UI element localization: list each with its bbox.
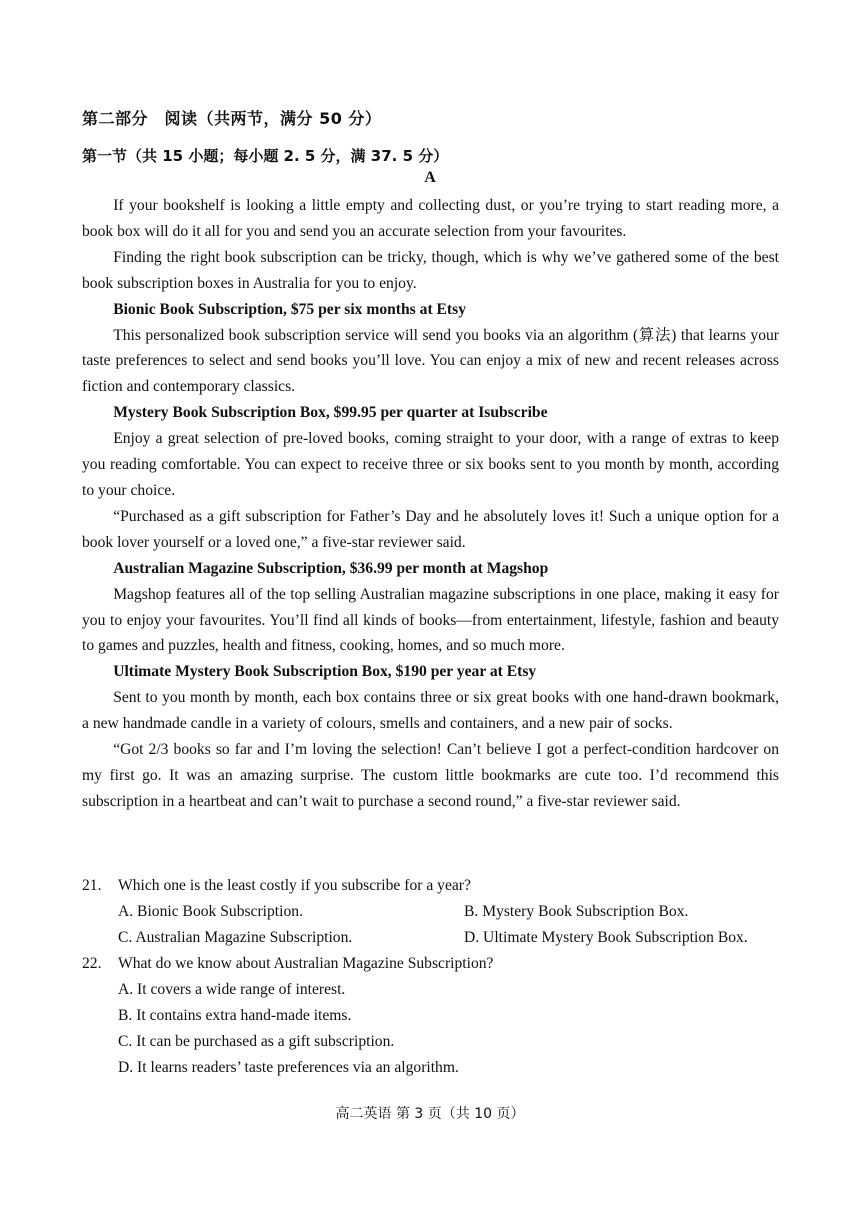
option-a: A. It covers a wide range of interest. <box>118 981 346 998</box>
question-stem: What do we know about Australian Magazine Subscription? <box>118 955 494 972</box>
question-list <box>82 873 779 1081</box>
option-d: D. It learns readers’ taste preferences via an algorithm. <box>118 1059 459 1076</box>
page-footer: 高二英语 第 3 页（共 10 页） <box>335 1106 525 1122</box>
option-c: C. Australian Magazine Subscription. <box>118 929 353 946</box>
option-b: B. It contains extra hand-made items. <box>118 1007 352 1024</box>
passage-body <box>82 193 779 815</box>
item-title: Mystery Book Subscription Box, $99.95 per quarter at Isubscribe <box>113 404 548 422</box>
option-b: B. Mystery Book Subscription Box. <box>464 903 689 920</box>
item-title: Bionic Book Subscription, $75 per six months at Etsy <box>113 300 466 318</box>
question-21 <box>82 873 779 899</box>
item-text: Enjoy a great selection of pre-loved books, coming straight to your door, with a range of extras to keep you reading comfortable. You can expect to receive three or six books sent to you month by month, according to your choice. <box>82 430 779 499</box>
question-22 <box>82 951 779 977</box>
item-text: Magshop features all of the top selling Australian magazine subscriptions in one place, making it easy for you to enjoy your favourites. You’ll find all kinds of books—from entertainment, lifestyle, fashion and beauty to games and puzzles, health and fitness, cooking, homes, and so much more. <box>82 585 779 655</box>
question-number: 21. <box>82 877 102 894</box>
intro-paragraph: If your bookshelf is looking a little empty and collecting dust, or you’re trying to start reading more, a book box will do it all for you and send you an accurate selection from your favourites. <box>82 197 779 240</box>
item-text: Sent to you month by month, each box contains three or six great books with one hand-drawn bookmark, a new handmade candle in a variety of colours, smells and containers, and a new pair of socks. <box>82 689 779 733</box>
item-text: This personalized book subscription service will send you books via an algorithm (算法) that learns your taste preferences to select and send books you’ll love. You can enjoy a mix of new and recent releases across fiction and contemporary classics. <box>82 326 779 396</box>
item-title: Ultimate Mystery Book Subscription Box, $190 per year at Etsy <box>113 663 537 681</box>
subsection-heading: 第一节（共 15 小题；每小题 2. 5 分，满 37. 5 分） <box>82 147 449 165</box>
passage-letter: A <box>424 169 436 186</box>
item-review: “Got 2/3 books so far and I’m loving the selection! Can’t believe I got a perfect-condition hardcover on my first go. It was an amazing surprise. The custom little bookmarks are cute too. I’d recommend this subscription in a heartbeat and can’t wait to purchase a second round,” a five-star reviewer said. <box>82 741 779 810</box>
option-c: C. It can be purchased as a gift subscription. <box>118 1033 395 1050</box>
question-22-options <box>118 977 779 1081</box>
question-21-options <box>118 899 779 951</box>
item-title: Australian Magazine Subscription, $36.99 per month at Magshop <box>113 559 549 577</box>
item-review: “Purchased as a gift subscription for Father’s Day and he absolutely loves it! Such a unique option for a book lover yourself or a loved one,” a five-star reviewer said. <box>82 507 779 551</box>
question-stem: Which one is the least costly if you subscribe for a year? <box>118 877 471 894</box>
question-number: 22. <box>82 955 102 972</box>
option-d: D. Ultimate Mystery Book Subscription Box. <box>464 929 748 946</box>
section-heading: 第二部分 阅读（共两节，满分 50 分） <box>82 109 382 128</box>
intro-paragraph: Finding the right book subscription can be tricky, though, which is why we’ve gathered some of the best book subscription boxes in Australia for you to enjoy. <box>82 248 779 292</box>
option-a: A. Bionic Book Subscription. <box>118 903 303 920</box>
